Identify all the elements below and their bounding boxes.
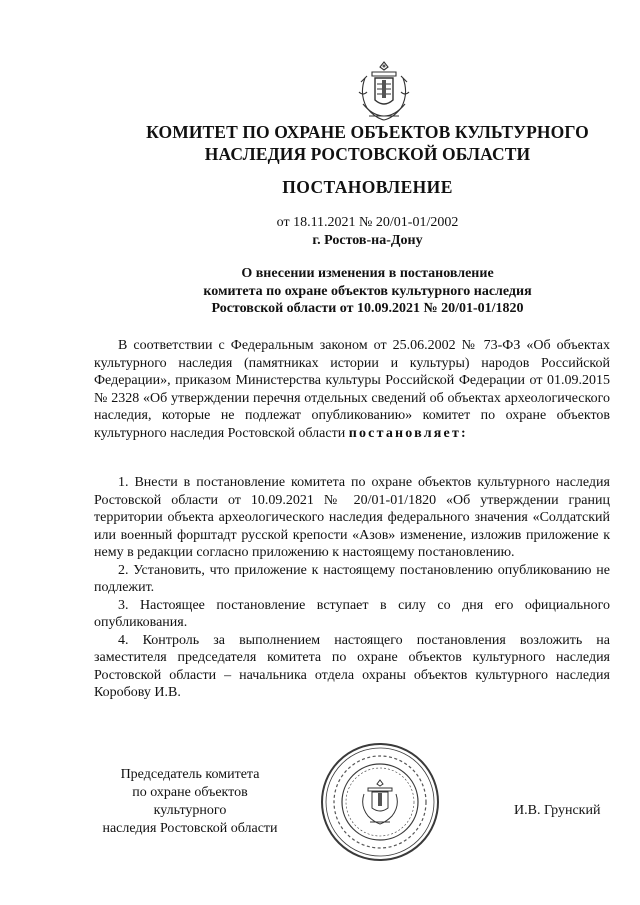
document-date-number: от 18.11.2021 № 20/01-01/2002	[276, 215, 459, 230]
document-subject	[100, 265, 635, 318]
official-seal-icon	[318, 740, 442, 864]
preamble-text: В соответствии с Федеральным законом от 25.06.2002 № 73-ФЗ «Об объектах культурного наследия (памятниках истории и культуры) народов Российской Федерации», приказом Министерства культуры Российской Федерации от 01.09.2015 № 2328 «Об утверждении перечня отдельных сведений об объектах археологического наследия, которые не подлежат опубликованию» комитет по охране объектов культурного наследия Ростовской области	[94, 338, 610, 441]
decree-item-1: 1. Внести в постановление комитета по охране объектов культурного наследия Ростовской области от 10.09.2021 № 20/01-01/1820 «Об утверждении границ территории объекта археологического наследия федерального значения «Солдатский или военный форштадт русской крепости «Азов» изменение, изложив приложение к нему в редакции согласно приложению к настоящему постановлению.	[94, 475, 610, 560]
subject-line1: О внесении изменения в постановление	[241, 266, 494, 281]
decree-item-4: 4. Контроль за выполнением настоящего постановления возложить на заместителя председателя комитета по охране объектов культурного наследия Ростовской области – начальника отдела охраны объектов культурного наследия Коробову И.В.	[94, 632, 610, 700]
decree-item-3: 3. Настоящее постановление вступает в силу со дня его официального опубликования.	[94, 597, 610, 630]
coat-of-arms-icon	[355, 58, 413, 122]
preamble-paragraph	[94, 337, 610, 442]
position-line3: наследия Ростовской области	[102, 821, 278, 836]
signatory-position	[100, 766, 280, 838]
document-city: г. Ростов-на-Дону	[312, 233, 423, 248]
decree-items	[94, 474, 610, 702]
decree-word: постановляет:	[348, 425, 468, 441]
organization-name-line1: КОМИТЕТ ПО ОХРАНЕ ОБЪЕКТОВ КУЛЬТУРНОГО	[146, 122, 589, 142]
document-type: ПОСТАНОВЛЕНИЕ	[282, 177, 453, 197]
position-line2: по охране объектов культурного	[132, 785, 248, 818]
signatory-name: И.В. Грунский	[514, 803, 601, 818]
subject-line2: комитета по охране объектов культурного наследия	[203, 283, 532, 299]
position-line1: Председатель комитета	[120, 767, 260, 782]
decree-item-2: 2. Установить, что приложение к настоящему постановлению опубликованию не подлежит.	[94, 562, 610, 595]
subject-line3: Ростовской области от 10.09.2021 № 20/01-01/1820	[211, 301, 524, 316]
organization-name-line2: НАСЛЕДИЯ РОСТОВСКОЙ ОБЛАСТИ	[204, 144, 531, 164]
